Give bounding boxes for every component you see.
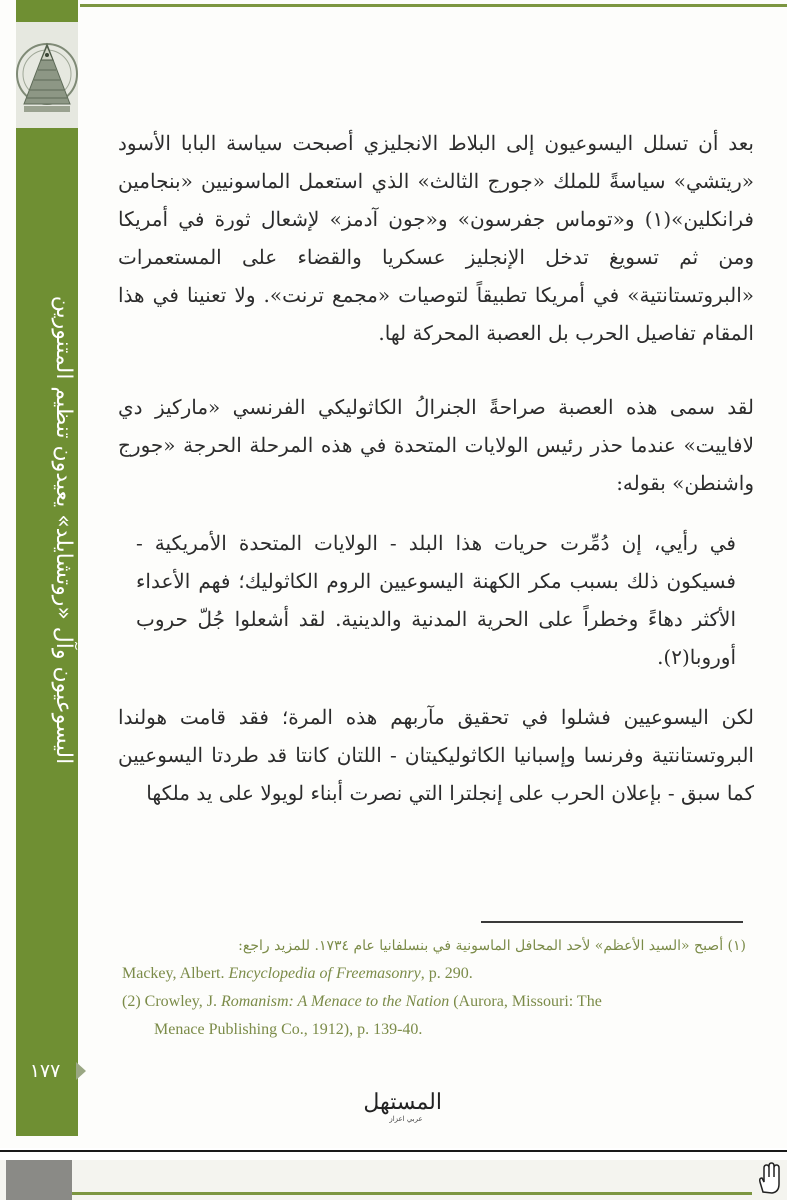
page-number: ١٧٧ (29, 1060, 61, 1082)
next-page-sidebar (6, 1160, 72, 1200)
paragraph: بعد أن تسلل اليسوعيون إلى البلاط الانجليزي أصبحت سياسة البابا الأسود «ريتشي» سياسةً للملك «جورج الثالث» الذي استعمل الماسونيين «بنجامين فرانكلين»(١) و«توماس جفرسون» و«جون آدمز» لإشعال ثورة في أمريكا ومن ثم تسويغ تدخل الإنجليز عسكريا والقضاء على المستعمرات «البروتستانتية» في أمريكا تطبيقاً لتوصيات «مجمع ترنت». ولا تعنينا في هذا المقام تفاصيل الحرب بل العصبة المحركة لها. (118, 131, 754, 345)
footnote-2-title: Romanism: A Menace to the Nation (220, 993, 450, 1010)
paragraph: لكن اليسوعيين فشلوا في تحقيق مآربهم هذه المرة؛ فقد قامت هولندا البروتستانتية وفرنسا وإسبانيا الكاثوليكيتان - اللتان كانتا قد طردتا اليسوعيين كما سبق - بإعلان الحرب على إنجلترا التي نصرت أبناء لويولا على يد ملكها (118, 705, 754, 805)
chapter-title: اليسوعيون وآل «روتشايلد» يعيدون تنظيم المتنورين (51, 295, 76, 765)
footnote-rule (481, 921, 743, 923)
footnotes (122, 932, 746, 1044)
pyramid-eye-icon (16, 22, 78, 128)
top-rule (80, 4, 787, 7)
next-page-rule (72, 1192, 752, 1195)
paragraph: لقد سمى هذه العصبة صراحةً الجنرالُ الكاثوليكي الفرنسي «ماركيز دي لافاييت» عندما حذر رئيس الولايات المتحدة في هذه المرحلة الحرجة «جورج واشنطن» بقوله: (118, 395, 754, 495)
page-separator (0, 1150, 787, 1152)
publisher-tagline: عربي اعزاز (389, 1115, 423, 1123)
body-text (118, 124, 754, 812)
footnote-1-title: Encyclopedia of Freemasonry (228, 965, 421, 982)
page-number-tab (76, 1062, 86, 1080)
hand-cursor-icon[interactable] (754, 1162, 784, 1196)
footnote-1-rest: , p. 290. (420, 965, 473, 982)
chapter-sidebar (16, 0, 78, 1136)
footnote-2-continuation: Menace Publishing Co., 1912), p. 139-40. (154, 1021, 423, 1038)
quotation: في رأيي، إن دُمِّرت حريات هذا البلد - الولايات المتحدة الأمريكية - فسيكون ذلك بسبب مكر الكهنة اليسوعيين الروم الكاثوليك؛ فهم الأعداء الأكثر دهاءً وخطراً على الحرية المدنية والدينية. لقد أشعلوا جُلّ حروب أوروبا(٢). (136, 531, 736, 669)
publisher-logo-text: المستهل (363, 1090, 442, 1115)
footnote-1-arabic: (١) أصبح «السيد الأعظم» لأحد المحافل الماسونية في بنسلفانيا عام ١٧٣٤. للمزيد راجع: (238, 938, 746, 954)
footnote-2 (122, 988, 746, 1044)
footnote-1-citation (122, 960, 746, 988)
footnote-2-rest: (Aurora, Missouri: The (449, 993, 602, 1010)
footnote-1-author: Mackey, Albert. (122, 965, 229, 982)
publisher-logo (363, 1090, 442, 1130)
footnote-2-prefix: (2) Crowley, J. (122, 993, 221, 1010)
